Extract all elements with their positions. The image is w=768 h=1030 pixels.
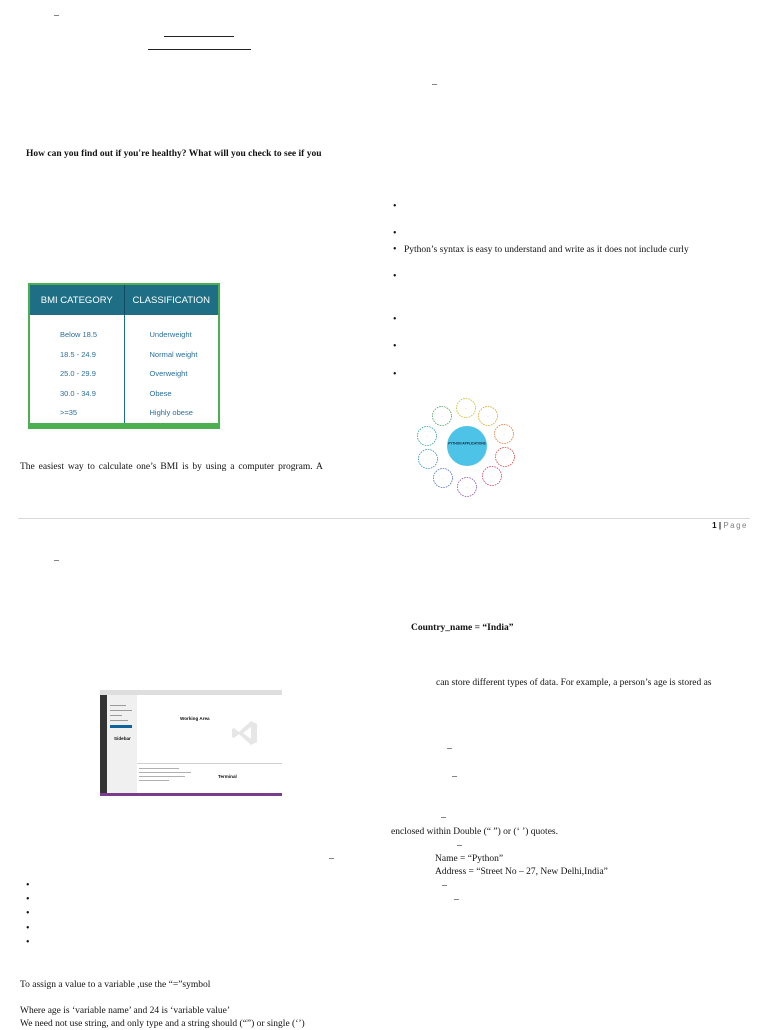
- page-divider: [18, 518, 750, 519]
- bmi-category-cell: 25.0 - 29.9: [60, 369, 96, 378]
- bullet-icon: •: [26, 894, 30, 905]
- ide-screenshot: [100, 690, 282, 796]
- page-separator: |: [718, 521, 722, 530]
- dash-mark: –: [447, 743, 452, 754]
- quotes-text: enclosed within Double (“ ”) or (‘ ’) quotes.: [391, 827, 558, 837]
- country-name-code: Country_name = “India”: [411, 623, 514, 633]
- dash-mark: –: [54, 555, 59, 566]
- bullet-icon: •: [393, 369, 397, 380]
- data-types-text: can store different types of data. For example, a person’s age is stored as: [436, 678, 712, 688]
- bullet-icon: •: [393, 228, 397, 239]
- svg-text:···: ···: [440, 416, 444, 418]
- bullet-icon: •: [26, 923, 30, 934]
- classification-cell: Highly obese: [149, 408, 193, 417]
- bmi-category-cell: 18.5 - 24.9: [60, 349, 96, 359]
- dash-mark: –: [432, 79, 437, 90]
- dash-mark: –: [442, 880, 447, 891]
- health-question: How can you find out if you're healthy? What will you check to see if you: [26, 149, 322, 159]
- dash-mark: –: [329, 853, 334, 864]
- ide-editor: [137, 695, 282, 763]
- dash-mark: –: [54, 10, 59, 21]
- bmi-category-cell: >=35: [60, 408, 78, 417]
- svg-text:···: ···: [502, 434, 506, 436]
- classification-cell: Overweight: [149, 369, 188, 378]
- assign-value-text: To assign a value to a variable ,use the “=”symbol: [20, 980, 211, 990]
- string-note: We need not use string, and only type and a string should (“”) or single (‘’): [20, 1019, 305, 1029]
- python-syntax-bullet: Python’s syntax is easy to understand and write as it does not include curly: [404, 245, 689, 255]
- classification-header: CLASSIFICATION: [132, 294, 210, 306]
- svg-text:···: ···: [503, 457, 507, 459]
- classification-cell: Obese: [149, 388, 172, 398]
- address-example: Address = “Street No – 27, New Delhi,India”: [435, 867, 608, 877]
- variable-explanation: Where age is ‘variable name’ and 24 is ‘variable value’: [20, 1006, 231, 1016]
- bullet-icon: •: [393, 271, 397, 282]
- dash-mark: –: [452, 771, 457, 782]
- table-bottom-bar: [30, 423, 218, 427]
- classification-cell: Underweight: [149, 330, 192, 339]
- svg-text:···: ···: [486, 416, 490, 418]
- bmi-program-paragraph: The easiest way to calculate one’s BMI is by using a computer program. A: [20, 462, 323, 472]
- bmi-category-column: [30, 315, 125, 425]
- bullet-icon: •: [393, 314, 397, 325]
- bmi-table-image: [28, 283, 220, 429]
- bmi-category-cell: 30.0 - 34.9: [60, 388, 96, 398]
- page-label: Page: [723, 521, 748, 530]
- bullet-icon: •: [393, 341, 397, 352]
- dash-mark: –: [454, 894, 459, 905]
- editor-logo-icon: [231, 719, 259, 747]
- svg-text:···: ···: [441, 478, 445, 480]
- bullet-icon: •: [26, 937, 30, 948]
- ide-sidebar: [107, 695, 138, 793]
- subtitle-underline: [148, 49, 251, 50]
- page-number: 1: [712, 521, 717, 530]
- ide-open-folder-button: [110, 725, 132, 728]
- bullet-icon: •: [26, 908, 30, 919]
- name-example: Name = “Python”: [435, 854, 504, 864]
- page-footer: [712, 521, 748, 530]
- bullet-icon: •: [26, 880, 30, 891]
- classification-column: [125, 315, 219, 425]
- svg-text:···: ···: [465, 487, 469, 489]
- svg-text:···: ···: [426, 459, 430, 461]
- bullet-icon: •: [393, 244, 397, 255]
- terminal-label: Terminal: [218, 774, 237, 779]
- classification-cell: Normal weight: [149, 349, 198, 359]
- svg-text:···: ···: [425, 436, 429, 438]
- dash-mark: –: [457, 840, 462, 851]
- svg-text:···: ···: [464, 408, 468, 410]
- bullet-icon: •: [393, 201, 397, 212]
- dash-mark: –: [441, 812, 446, 823]
- bmi-category-header: BMI CATEGORY: [30, 285, 125, 315]
- svg-text:···: ···: [490, 476, 494, 478]
- ide-activity-bar: [100, 695, 107, 793]
- sidebar-label: Sidebar: [114, 736, 131, 741]
- diagram-center-label: PYTHON APPLICATIONS: [448, 441, 486, 446]
- python-applications-diagram: [414, 396, 524, 500]
- bmi-category-cell: Below 18.5: [60, 330, 98, 339]
- ide-panel: [137, 763, 282, 793]
- working-area-label: Working Area: [180, 716, 210, 721]
- title-underline: [164, 36, 234, 37]
